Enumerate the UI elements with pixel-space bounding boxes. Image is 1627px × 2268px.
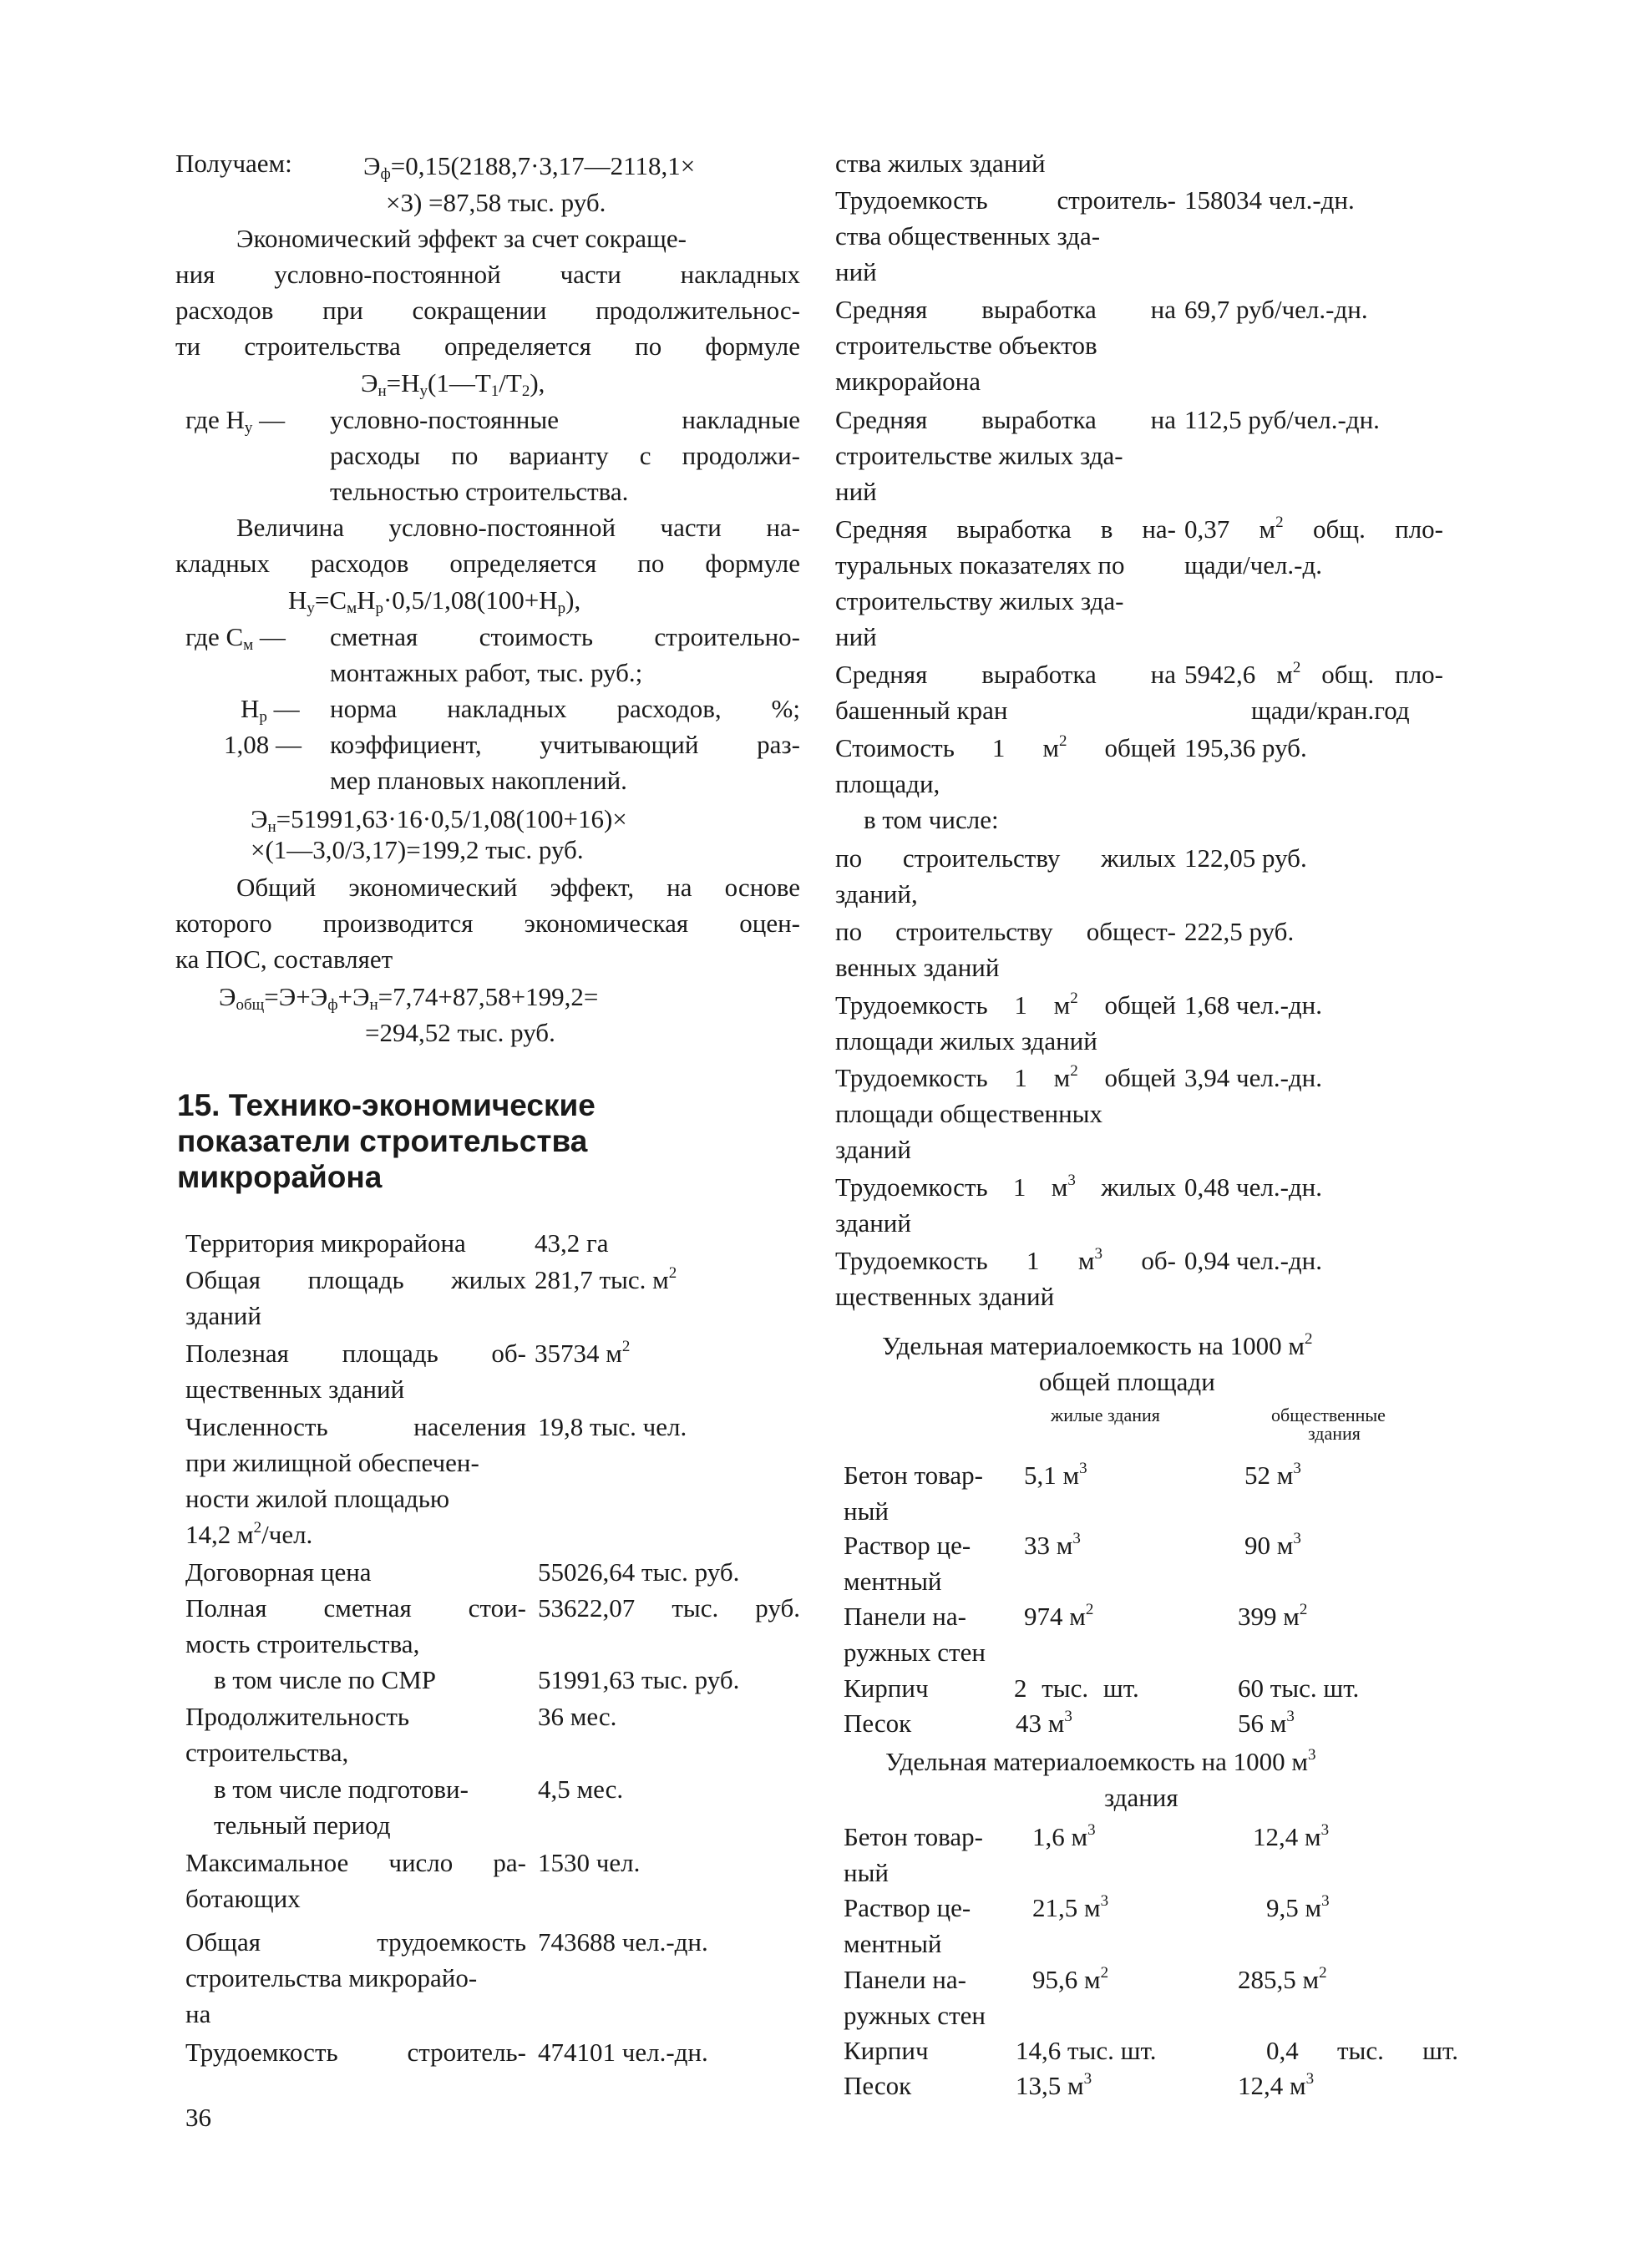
indicator-label: по строительству общест- <box>835 917 1176 946</box>
indicator-label: ний <box>835 257 877 286</box>
indicator-value: 3,94 чел.-дн. <box>1184 1063 1323 1092</box>
indicator-label: Трудоемкость 1 $м^2$ общей <box>835 990 1176 1020</box>
indicator-label: зданий <box>185 1301 261 1330</box>
indicator-label: Стоимость 1 $м^2$ общей <box>835 732 1176 762</box>
indicator-label: Полная сметная стои- <box>185 1593 526 1623</box>
table-title: здания <box>1104 1783 1178 1812</box>
paragraph1-line: ния условно-постоянной части накладных <box>175 260 800 289</box>
indicator-value: 43,2 га <box>535 1228 609 1258</box>
definition-term-108: 1,08 — <box>224 730 302 759</box>
column-header-public: здания <box>1308 1423 1361 1444</box>
indicator-value: 122,05 руб. <box>1184 843 1307 873</box>
paragraph3-line: ка ПОС, составляет <box>175 944 393 974</box>
definition-text: тельностью строительства. <box>330 477 629 506</box>
table-cell: 95,6 $м^2$ <box>1032 1964 1109 1994</box>
definition-term-cm: где $С_м$ — <box>185 622 286 654</box>
indicator-label: Трудоемкость 1 $м^2$ общей <box>835 1062 1176 1092</box>
indicator-label: в том числе по СМР <box>214 1665 437 1694</box>
table-cell: 33 $м^3$ <box>1024 1530 1081 1560</box>
indicator-label: ний <box>835 622 877 651</box>
indicator-label: венных зданий <box>835 953 1000 982</box>
table-cell: 1,6 $м^3$ <box>1032 1821 1096 1851</box>
table-row-label: Раствор це- <box>844 1893 971 1922</box>
table-row-label: Кирпич <box>844 1673 929 1703</box>
definition-text: сметная стоимость строительно- <box>330 622 800 651</box>
table-cell: 12,4 $м^3$ <box>1253 1821 1330 1851</box>
indicator-label: зданий <box>835 1135 911 1164</box>
indicator-value: 69,7 руб/чел.-дн. <box>1184 295 1368 324</box>
indicator-label: щественных зданий <box>835 1282 1055 1311</box>
table-row-label: ментный <box>844 1929 942 1958</box>
table-cell: 52 $м^3$ <box>1244 1460 1301 1490</box>
table-row-label: Раствор це- <box>844 1531 971 1560</box>
indicator-label: Трудоемкость строитель- <box>835 185 1176 215</box>
indicator-label: строительстве жилых зда- <box>835 441 1123 470</box>
formula-ef-line1: $Э_ф=0,15(2188,7\cdot 3,17—2118,1\times$ <box>363 151 696 183</box>
indicator-value: 0,48 чел.-дн. <box>1184 1172 1323 1202</box>
table-row-label: Панели на- <box>844 1965 966 1994</box>
indicator-label: Общая площадь жилых <box>185 1265 526 1294</box>
section-heading: микрорайона <box>177 1160 383 1194</box>
table-row-label: ментный <box>844 1567 942 1596</box>
table-row-label: Панели на- <box>844 1602 966 1631</box>
formula-en: $Э_н=Н_у(1—Т_1/Т_2)$, <box>361 368 545 400</box>
table-cell: 2 тыс. шт. <box>1014 1673 1139 1703</box>
formula-en-calc-line1: $Э_н=51991,63\cdot 16\cdot 0,5/1,08(100+16)\times$ <box>251 804 627 836</box>
table-row-label: Бетон товар- <box>844 1461 983 1490</box>
table-cell: 9,5 $м^3$ <box>1266 1892 1330 1922</box>
indicator-label: Средняя выработка на <box>835 405 1176 434</box>
indicator-label: тельный период <box>214 1810 391 1840</box>
indicator-value: 281,7 тыс. $м^2$ <box>535 1264 677 1294</box>
column-header-public: общественные <box>1271 1405 1386 1425</box>
indicator-label: Трудоемкость 1 $м^3$ жилых <box>835 1172 1176 1202</box>
paragraph2-line: кладных расходов определяется по формуле <box>175 549 800 578</box>
indicator-label: микрорайона <box>835 367 981 396</box>
definition-text: условно-постоянные накладные <box>330 405 800 434</box>
indicator-label: ботающих <box>185 1884 301 1913</box>
indicator-value: щади/чел.-д. <box>1184 550 1323 580</box>
indicator-label: при жилищной обеспечен- <box>185 1448 479 1477</box>
indicator-value: 158034 чел.-дн. <box>1184 185 1355 215</box>
definition-term-ny: где $Н_у$ — <box>185 405 286 437</box>
paragraph2-line: Величина условно-постоянной части на- <box>236 513 800 542</box>
indicator-value: 195,36 руб. <box>1184 733 1307 762</box>
table-row-label: ный <box>844 1496 890 1526</box>
page-number: 36 <box>185 2103 211 2132</box>
definition-text: коэффициент, учитывающий раз- <box>330 730 800 759</box>
indicator-label: туральных показателях по <box>835 550 1125 580</box>
indicator-label: ности жилой площадью <box>185 1484 450 1513</box>
table-cell: 5,1 $м^3$ <box>1024 1460 1087 1490</box>
indicator-value: 36 мес. <box>538 1702 617 1731</box>
table-cell: 21,5 $м^3$ <box>1032 1892 1109 1922</box>
indicator-label: башенный кран <box>835 696 1008 725</box>
table-title: Удельная материалоемкость на 1000 $м^3$ <box>885 1746 1316 1776</box>
table-cell: 285,5 $м^2$ <box>1238 1964 1327 1994</box>
indicator-label: Договорная цена <box>185 1557 372 1587</box>
indicator-label: площади жилых зданий <box>835 1026 1097 1056</box>
indicator-value: 0,94 чел.-дн. <box>1184 1246 1323 1275</box>
table-row-label: Песок <box>844 1709 912 1738</box>
table-cell: 43 $м^3$ <box>1016 1708 1072 1738</box>
indicator-label: 14,2 $м^2$/чел. <box>185 1519 313 1549</box>
indicator-value: 0,37 $м^2$ общ. пло- <box>1184 514 1443 544</box>
table-cell: 56 $м^3$ <box>1238 1708 1295 1738</box>
section-heading: 15. Технико-экономические <box>177 1088 596 1122</box>
indicator-value: щади/кран.год <box>1251 696 1410 725</box>
indicator-label: строительства, <box>185 1738 349 1767</box>
indicator-label: Трудоемкость 1 $м^3$ об- <box>835 1245 1176 1275</box>
indicator-label: ства жилых зданий <box>835 149 1046 178</box>
indicator-label: Средняя выработка на <box>835 660 1176 689</box>
formula-total-line2: =294,52 тыс. руб. <box>365 1018 555 1047</box>
indicator-label: щественных зданий <box>185 1374 405 1404</box>
indicator-label: Численность населения <box>185 1412 526 1441</box>
table-cell: 974 $м^2$ <box>1024 1601 1094 1631</box>
indicator-value: 19,8 тыс. чел. <box>538 1412 687 1441</box>
indicator-label: строительству жилых зда- <box>835 586 1124 615</box>
column-header-residential: жилые здания <box>1051 1405 1160 1425</box>
formula-en-calc-line2: ×(1—3,0/3,17)=199,2 тыс. руб. <box>251 835 584 864</box>
paragraph3-line: Общий экономический эффект, на основе <box>236 873 800 902</box>
indicator-label: зданий, <box>835 879 918 909</box>
paragraph1-line: ти строительства определяется по формуле <box>175 332 800 361</box>
paragraph3-line: которого производится экономическая оцен- <box>175 909 800 938</box>
indicator-label: Трудоемкость строитель- <box>185 2038 526 2067</box>
indicator-label: по строительству жилых <box>835 843 1176 873</box>
indicator-label: Средняя выработка на <box>835 295 1176 324</box>
indicator-value: 222,5 руб. <box>1184 917 1295 946</box>
indicator-label: Общая трудоемкость <box>185 1927 526 1957</box>
definition-term-hp: $Н_р$ — <box>241 694 300 726</box>
indicator-value: 51991,63 тыс. руб. <box>538 1665 740 1694</box>
formula-intro-label: Получаем: <box>175 149 292 178</box>
table-row-label: Бетон товар- <box>844 1822 983 1851</box>
indicator-label: зданий <box>835 1208 911 1238</box>
table-cell: 14,6 тыс. шт. <box>1016 2036 1157 2065</box>
paragraph1-line: расходов при сокращении продолжительнос- <box>175 296 800 325</box>
table-cell: 12,4 $м^3$ <box>1238 2070 1315 2100</box>
definition-text: норма накладных расходов, %; <box>330 694 800 723</box>
indicator-value: 55026,64 тыс. руб. <box>538 1557 740 1587</box>
table-row-label: ружных стен <box>844 1638 986 1667</box>
indicator-label: ний <box>835 477 877 506</box>
indicator-label: на <box>185 1999 211 2028</box>
formula-total-line1: $Э_{общ}=Э+Э_ф+Э_н=7,74+87,58+199,2=$ <box>219 982 599 1014</box>
indicator-label: Средняя выработка в на- <box>835 514 1176 544</box>
indicator-value: 53622,07 тыс. руб. <box>538 1593 800 1623</box>
paragraph1-line: Экономический эффект за счет сокраще- <box>236 224 687 253</box>
table-row-label: Песок <box>844 2071 912 2100</box>
indicator-label: Территория микрорайона <box>185 1228 466 1258</box>
indicator-label: Максимальное число ра- <box>185 1848 526 1877</box>
indicator-label: площади общественных <box>835 1099 1103 1128</box>
table-cell: 0,4 тыс. шт. <box>1266 2036 1458 2065</box>
indicator-label: строительстве объектов <box>835 331 1097 360</box>
definition-text: монтажных работ, тыс. руб.; <box>330 658 643 687</box>
indicator-label: в том числе подготови- <box>214 1774 469 1804</box>
table-row-label: ружных стен <box>844 2001 986 2030</box>
indicator-label: Продолжительность <box>185 1702 410 1731</box>
formula-ef-line2: ×3) =87,58 тыс. руб. <box>386 188 606 217</box>
table-cell: 399 $м^2$ <box>1238 1601 1308 1631</box>
table-cell: 13,5 $м^3$ <box>1016 2070 1092 2100</box>
indicator-value: 5942,6 $м^2$ общ. пло- <box>1184 659 1443 689</box>
section-heading: показатели строительства <box>177 1124 588 1158</box>
table-row-label: ный <box>844 1858 890 1887</box>
table-cell: 60 тыс. шт. <box>1238 1673 1360 1703</box>
table-row-label: Кирпич <box>844 2036 929 2065</box>
table-title: Удельная материалоемкость на 1000 $м^2$ <box>882 1330 1313 1360</box>
indicator-value: 35734 $м^2$ <box>535 1338 631 1368</box>
indicator-value: 1530 чел. <box>538 1848 641 1877</box>
indicator-label: строительства микрорайо- <box>185 1963 478 1992</box>
indicator-value: 474101 чел.-дн. <box>538 2038 708 2067</box>
indicator-value: 743688 чел.-дн. <box>538 1927 708 1957</box>
indicator-value: 112,5 руб/чел.-дн. <box>1184 405 1380 434</box>
indicator-label: площади, <box>835 769 940 798</box>
indicator-value: 4,5 мес. <box>538 1774 624 1804</box>
table-title: общей площади <box>1039 1367 1215 1396</box>
definition-text: мер плановых накоплений. <box>330 766 627 795</box>
table-cell: 90 $м^3$ <box>1244 1530 1301 1560</box>
indicator-label: Полезная площадь об- <box>185 1339 526 1368</box>
indicator-label: в том числе: <box>864 805 999 834</box>
formula-ny: $Н_у=С_мН_р\cdot 0,5/1,08(100+Н_р)$, <box>288 585 581 617</box>
definition-text: расходы по варианту с продолжи- <box>330 441 800 470</box>
indicator-value: 1,68 чел.-дн. <box>1184 990 1323 1020</box>
indicator-label: мость строительства, <box>185 1629 420 1658</box>
indicator-label: ства общественных зда- <box>835 221 1101 251</box>
